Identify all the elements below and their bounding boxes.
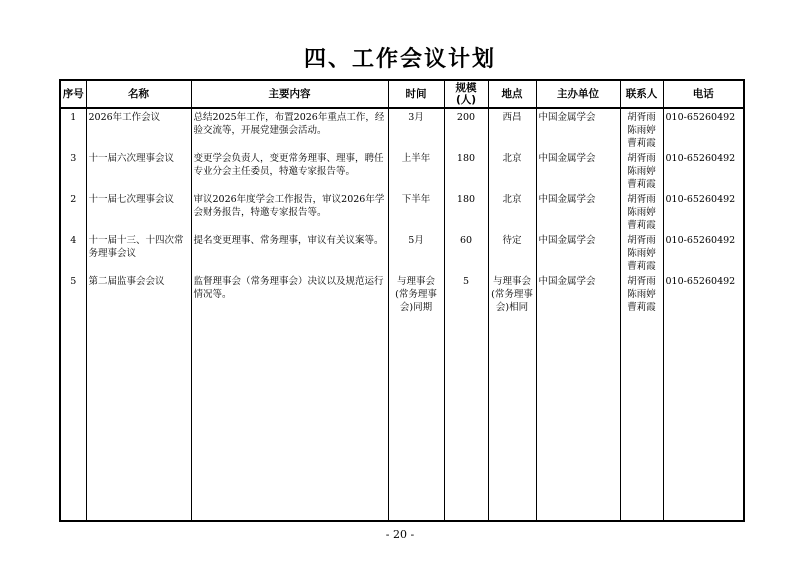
cell-contacts: 胡胥雨 陈雨婷 曹莉霞 [620, 150, 663, 191]
cell-name: 十一届十三、十四次常务理事会议 [86, 232, 191, 273]
cell-contacts: 胡胥雨 陈雨婷 曹莉霞 [620, 108, 663, 150]
blank-cell [444, 326, 488, 521]
cell-phone: 010-65260492 [663, 108, 744, 150]
table-row [60, 191, 744, 232]
cell-contacts: 胡胥雨 陈雨婷 曹莉霞 [620, 273, 663, 326]
cell-name: 第二届监事会会议 [86, 273, 191, 326]
cell-contacts: 胡胥雨 陈雨婷 曹莉霞 [620, 191, 663, 232]
cell-organizer: 中国金属学会 [536, 150, 620, 191]
header-organizer: 主办单位 [536, 80, 620, 108]
page-number: - 20 - [385, 528, 415, 541]
table-row [60, 232, 744, 273]
cell-scale: 180 [444, 191, 488, 232]
table-blank-row [60, 326, 744, 521]
cell-scale: 60 [444, 232, 488, 273]
table-row [60, 108, 744, 150]
cell-place: 西昌 [488, 108, 536, 150]
cell-no: 5 [60, 273, 86, 326]
cell-organizer: 中国金属学会 [536, 273, 620, 326]
cell-time: 与理事会(常务理事会)同期 [388, 273, 444, 326]
cell-content: 总结2025年工作，布置2026年重点工作，经验交流等，开展党建强会活动。 [191, 108, 388, 150]
cell-no: 2 [60, 191, 86, 232]
cell-place: 待定 [488, 232, 536, 273]
cell-content: 变更学会负责人，变更常务理事、理事，聘任专业分会主任委员，特邀专家报告等。 [191, 150, 388, 191]
blank-cell [620, 326, 663, 521]
header-time: 时间 [388, 80, 444, 108]
blank-cell [536, 326, 620, 521]
header-no: 序号 [60, 80, 86, 108]
cell-no: 4 [60, 232, 86, 273]
cell-time: 下半年 [388, 191, 444, 232]
cell-organizer: 中国金属学会 [536, 232, 620, 273]
cell-name: 2026年工作会议 [86, 108, 191, 150]
cell-time: 上半年 [388, 150, 444, 191]
cell-time: 5月 [388, 232, 444, 273]
table-row [60, 150, 744, 191]
cell-content: 审议2026年度学会工作报告，审议2026年学会财务报告，特邀专家报告等。 [191, 191, 388, 232]
cell-content: 提名变更理事、常务理事，审议有关议案等。 [191, 232, 388, 273]
meeting-plan-table [59, 79, 745, 522]
header-content: 主要内容 [191, 80, 388, 108]
cell-scale: 200 [444, 108, 488, 150]
cell-phone: 010-65260492 [663, 191, 744, 232]
cell-content: 监督理事会（常务理事会）决议以及规范运行情况等。 [191, 273, 388, 326]
cell-place: 北京 [488, 191, 536, 232]
cell-contacts: 胡胥雨 陈雨婷 曹莉霞 [620, 232, 663, 273]
cell-scale: 180 [444, 150, 488, 191]
table-row [60, 273, 744, 326]
header-scale: 规模 (人) [444, 80, 488, 108]
header-name: 名称 [86, 80, 191, 108]
header-place: 地点 [488, 80, 536, 108]
cell-place: 北京 [488, 150, 536, 191]
cell-no: 3 [60, 150, 86, 191]
cell-time: 3月 [388, 108, 444, 150]
page-title: 四、工作会议计划 [303, 47, 496, 72]
cell-phone: 010-65260492 [663, 273, 744, 326]
cell-no: 1 [60, 108, 86, 150]
blank-cell [488, 326, 536, 521]
blank-cell [60, 326, 86, 521]
cell-organizer: 中国金属学会 [536, 191, 620, 232]
cell-scale: 5 [444, 273, 488, 326]
header-phone: 电话 [663, 80, 744, 108]
blank-cell [86, 326, 191, 521]
cell-organizer: 中国金属学会 [536, 108, 620, 150]
cell-phone: 010-65260492 [663, 150, 744, 191]
header-contact: 联系人 [620, 80, 663, 108]
cell-name: 十一届六次理事会议 [86, 150, 191, 191]
blank-cell [388, 326, 444, 521]
blank-cell [191, 326, 388, 521]
cell-phone: 010-65260492 [663, 232, 744, 273]
cell-name: 十一届七次理事会议 [86, 191, 191, 232]
blank-cell [663, 326, 744, 521]
cell-place: 与理事会(常务理事会)相同 [488, 273, 536, 326]
table-header-row [60, 80, 744, 108]
